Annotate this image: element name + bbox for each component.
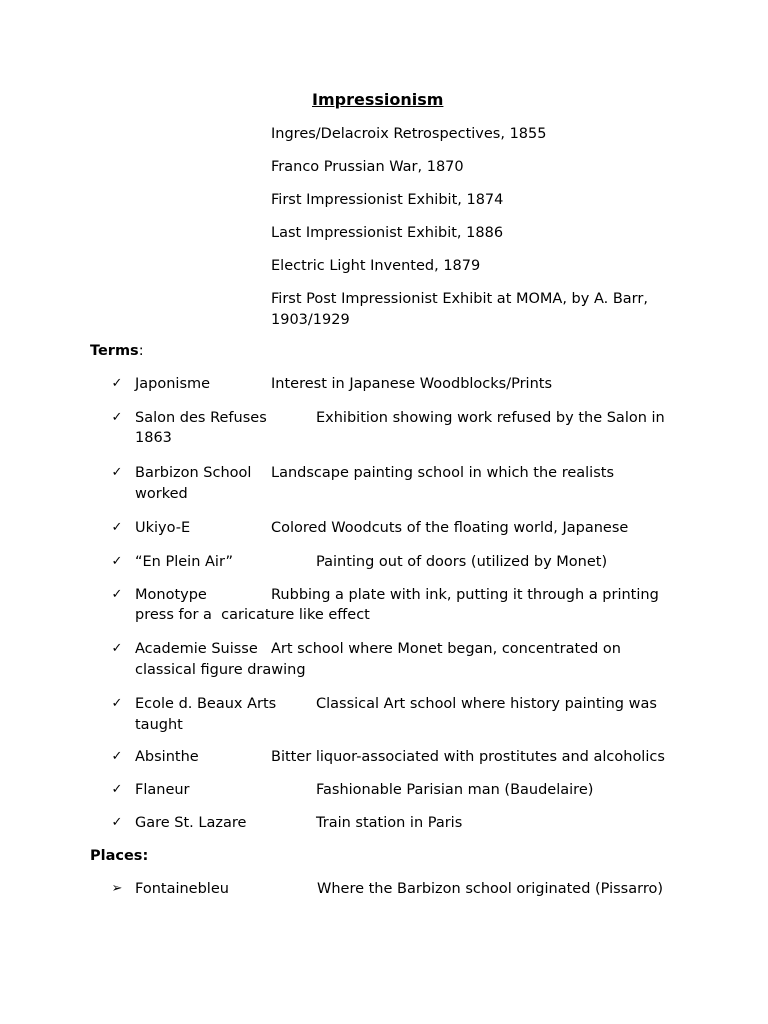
timeline-item: Electric Light Invented, 1879: [271, 258, 481, 274]
term-name: Gare St. Lazare: [135, 815, 247, 831]
terms-heading-label: Terms: [90, 343, 139, 359]
timeline-item: Last Impressionist Exhibit, 1886: [271, 225, 504, 241]
term-definition: Art school where Monet began, concentrated on: [271, 641, 621, 657]
term-name: Barbizon School: [135, 465, 252, 481]
timeline-item: First Impressionist Exhibit, 1874: [271, 192, 504, 208]
checkmark-icon: ✓: [111, 376, 123, 391]
term-definition: Fashionable Parisian man (Baudelaire): [316, 782, 594, 798]
terms-heading-colon: :: [138, 343, 144, 359]
page-title: Impressionism: [312, 90, 444, 109]
places-heading: Places:: [90, 848, 149, 864]
checkmark-icon: ✓: [111, 587, 123, 602]
checkmark-icon: ✓: [111, 641, 123, 656]
checkmark-icon: ✓: [111, 782, 123, 797]
term-name: Salon des Refuses: [135, 410, 267, 426]
checkmark-icon: ✓: [111, 465, 123, 480]
term-definition: Train station in Paris: [316, 815, 463, 831]
term-definition: Classical Art school where history painting was: [316, 696, 657, 712]
term-definition-continued: classical figure drawing: [135, 662, 306, 678]
place-name: Fontainebleu: [135, 881, 229, 897]
term-definition-continued: 1863: [135, 430, 172, 446]
checkmark-icon: ✓: [111, 410, 123, 425]
term-definition: Painting out of doors (utilized by Monet): [316, 554, 608, 570]
checkmark-icon: ✓: [111, 520, 123, 535]
checkmark-icon: ✓: [111, 815, 123, 830]
place-definition: Where the Barbizon school originated (Pissarro): [317, 881, 664, 897]
term-name: Ukiyo-E: [135, 520, 191, 536]
term-name: Japonisme: [135, 376, 211, 392]
checkmark-icon: ✓: [111, 554, 123, 569]
term-definition-continued: worked: [135, 486, 188, 502]
term-definition: Exhibition showing work refused by the Salon in: [316, 410, 665, 426]
term-definition: Interest in Japanese Woodblocks/Prints: [271, 376, 553, 392]
term-name: Absinthe: [135, 749, 199, 765]
term-definition: Landscape painting school in which the realists: [271, 465, 615, 481]
timeline-item: Franco Prussian War, 1870: [271, 159, 464, 175]
term-definition: Bitter liquor-associated with prostitutes and alcoholics: [271, 749, 665, 765]
term-name: Academie Suisse: [135, 641, 258, 657]
term-name: Monotype: [135, 587, 207, 603]
term-name: Flaneur: [135, 782, 190, 798]
term-name: Ecole d. Beaux Arts: [135, 696, 277, 712]
term-definition-continued: taught: [135, 717, 183, 733]
term-definition: Rubbing a plate with ink, putting it through a printing: [271, 587, 659, 603]
term-definition-continued: press for a caricature like effect: [135, 607, 370, 623]
timeline-item: First Post Impressionist Exhibit at MOMA, by A. Barr,: [271, 291, 648, 307]
timeline-item: Ingres/Delacroix Retrospectives, 1855: [271, 126, 547, 142]
term-name: “En Plein Air”: [135, 554, 234, 570]
checkmark-icon: ✓: [111, 749, 123, 764]
terms-heading: [90, 341, 144, 361]
timeline-item-continued: 1903/1929: [271, 312, 350, 328]
term-definition: Colored Woodcuts of the floating world, Japanese: [271, 520, 629, 536]
checkmark-icon: ✓: [111, 696, 123, 711]
arrow-bullet-icon: ➢: [111, 881, 123, 896]
